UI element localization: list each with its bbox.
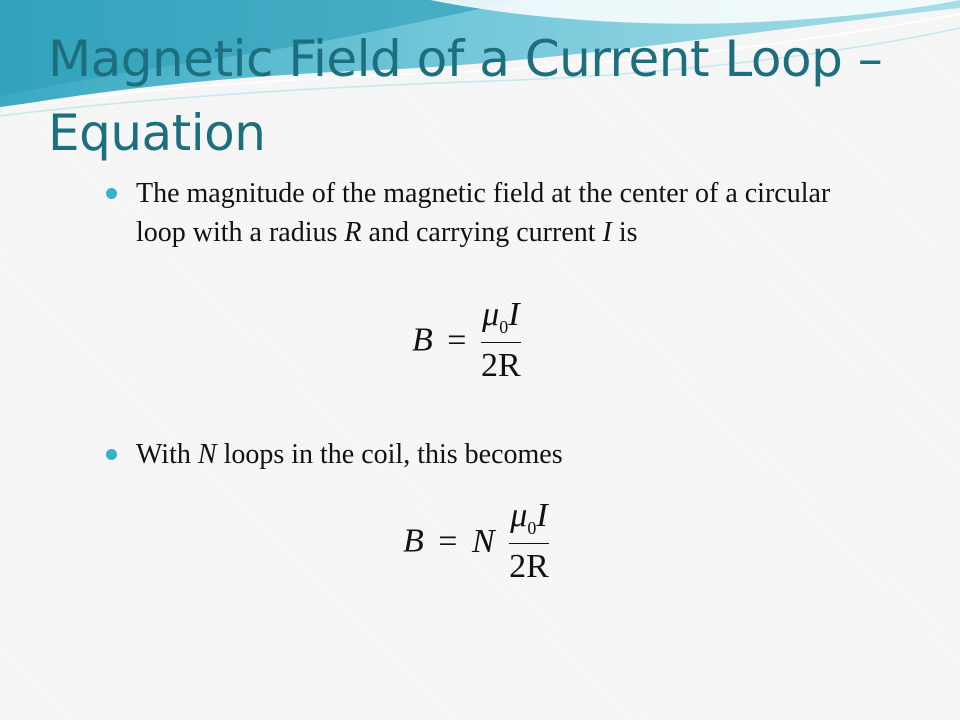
bullet-item-1: [106, 174, 866, 294]
slide-title: Magnetic Field of a Current Loop – Equation: [48, 30, 883, 162]
bullet-dot-icon: [106, 188, 117, 199]
fraction: $\frac{\mu_0I}{2R}$: [480, 296, 521, 385]
fraction: $\frac{\mu_0I}{2R}$: [509, 497, 549, 586]
bullet-text-1: The magnitude of the magnetic field at the center of a circular loop with a radius R and carrying current I is: [136, 178, 831, 248]
equation-n-loops: B = N $\frac{\mu_0I}{2R}$: [403, 497, 549, 586]
bullet-dot-icon: [106, 449, 117, 460]
equation-single-loop: B = $\frac{\mu_0I}{2R}$: [412, 296, 521, 385]
bullet-item-2: [106, 435, 866, 475]
bullet-text-2: With N loops in the coil, this becomes: [136, 439, 563, 470]
